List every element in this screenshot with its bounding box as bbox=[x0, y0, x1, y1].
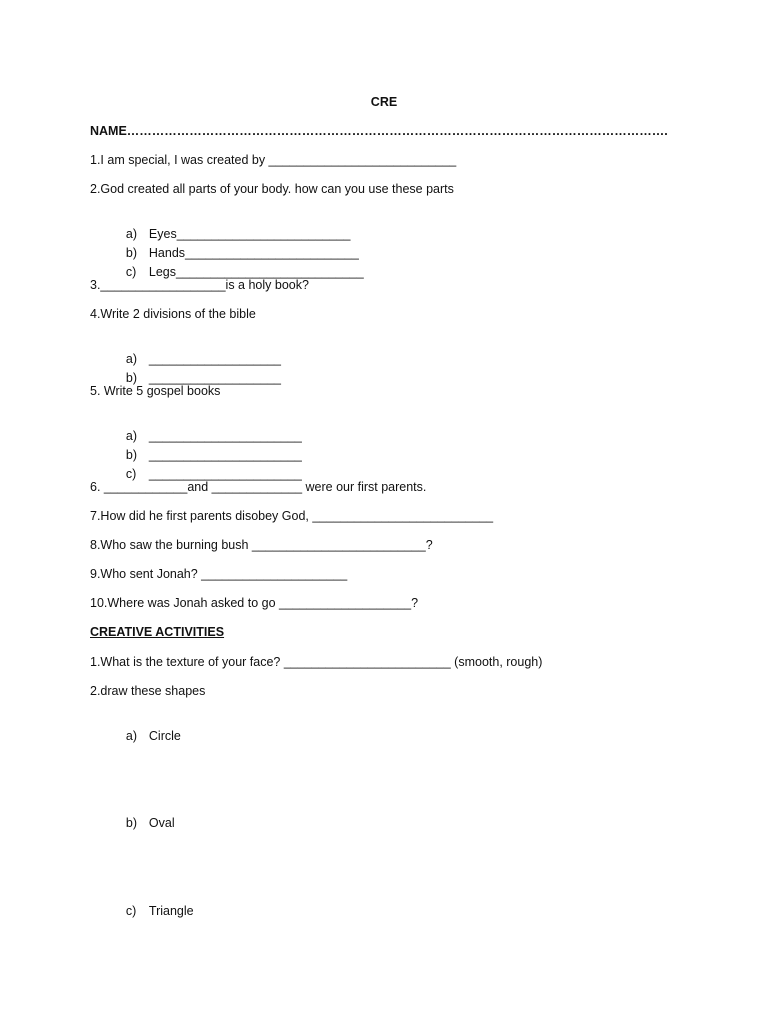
list-item-text: ___________________ bbox=[148, 371, 281, 385]
question-5: 5. Write 5 gospel books bbox=[90, 384, 221, 398]
list-item-letter: a) bbox=[125, 227, 138, 241]
question-2: 2.God created all parts of your body. how can you use these parts bbox=[90, 182, 454, 196]
list-item-letter: c) bbox=[125, 265, 137, 279]
list-item-letter: b) bbox=[125, 371, 138, 385]
creative-question-2: 2.draw these shapes bbox=[90, 684, 206, 698]
list-item-letter: b) bbox=[125, 816, 138, 830]
list-item-text: Hands_________________________ bbox=[148, 246, 359, 260]
list-item bbox=[112, 887, 194, 935]
question-10: 10.Where was Jonah asked to go ___________________? bbox=[90, 596, 419, 610]
list-item-letter: a) bbox=[125, 729, 138, 743]
list-item-text: ___________________ bbox=[148, 352, 281, 366]
question-1: 1.I am special, I was created by ___________________________ bbox=[90, 153, 457, 167]
list-item-text: Eyes_________________________ bbox=[148, 227, 351, 241]
question-7: 7.How did he first parents disobey God, __________________________ bbox=[90, 509, 494, 523]
list-item-text: Circle bbox=[148, 729, 181, 743]
list-item-letter: a) bbox=[125, 352, 138, 366]
list-item-text: ______________________ bbox=[148, 448, 302, 462]
question-3: 3.__________________is a holy book? bbox=[90, 278, 309, 292]
question-9: 9.Who sent Jonah? _____________________ bbox=[90, 567, 348, 581]
list-item-letter: c) bbox=[125, 467, 137, 481]
list-item-letter: c) bbox=[125, 904, 137, 918]
question-8: 8.Who saw the burning bush _________________________? bbox=[90, 538, 433, 552]
list-item-letter: b) bbox=[125, 448, 138, 462]
list-item-letter: a) bbox=[125, 429, 138, 443]
creative-activities-heading: CREATIVE ACTIVITIES bbox=[90, 625, 225, 639]
list-item-text: Triangle bbox=[148, 904, 194, 918]
name-line: NAME…………………………………………………………………………………………………………………. bbox=[90, 124, 668, 138]
question-6: 6. ____________and _____________ were our first parents. bbox=[90, 480, 427, 494]
page-title: CRE bbox=[370, 95, 398, 109]
list-item-text: ______________________ bbox=[148, 429, 302, 443]
list-item bbox=[112, 712, 181, 760]
list-item-text: Oval bbox=[148, 816, 175, 830]
list-item-text: ______________________ bbox=[148, 467, 302, 481]
list-item-letter: b) bbox=[125, 246, 138, 260]
list-item-text: Legs___________________________ bbox=[148, 265, 364, 279]
question-4: 4.Write 2 divisions of the bible bbox=[90, 307, 256, 321]
list-item bbox=[112, 799, 175, 847]
creative-question-1: 1.What is the texture of your face? ________________________ (smooth, rough) bbox=[90, 655, 543, 669]
